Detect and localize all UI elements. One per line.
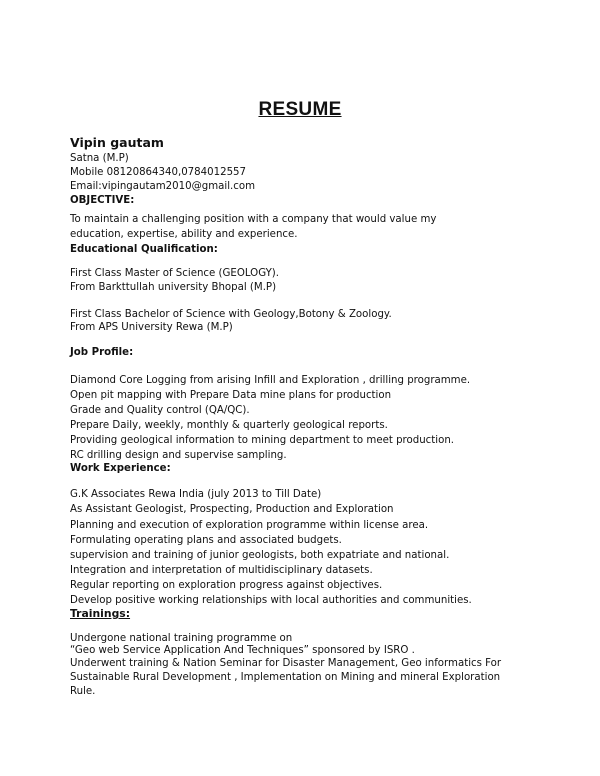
objective-heading: OBJECTIVE: [70,195,135,206]
job-profile-item: Prepare Daily, weekly, monthly & quarterly geological reports. [70,420,388,431]
job-profile-item: Open pit mapping with Prepare Data mine plans for production [70,390,392,401]
objective-line: education, expertise, ability and experience. [70,229,298,240]
work-experience-item: G.K Associates Rewa India (july 2013 to Till Date) [70,489,322,500]
work-experience-item: As Assistant Geologist, Prospecting, Production and Exploration [70,504,394,515]
education-degree: First Class Master of Science (GEOLOGY). [70,268,280,279]
job-profile-heading: Job Profile: [70,347,134,358]
education-university: From APS University Rewa (M.P) [70,322,233,333]
job-profile-item: Diamond Core Logging from arising Infill and Exploration , drilling programme. [70,375,471,386]
job-profile-item: RC drilling design and supervise sampling. [70,450,287,461]
resume-title: RESUME [258,99,342,120]
job-profile-item: Grade and Quality control (QA/QC). [70,405,250,416]
trainings-line: Rule. [70,686,96,697]
trainings-heading: Trainings: [70,607,131,620]
candidate-location: Satna (M.P) [70,153,129,164]
candidate-name: Vipin gautam [70,135,164,150]
candidate-mobile: Mobile 08120864340,0784012557 [70,167,247,178]
work-experience-item: Formulating operating plans and associated budgets. [70,535,342,546]
objective-line: To maintain a challenging position with a company that would value my [70,214,437,225]
education-heading: Educational Qualification: [70,244,218,255]
education-university: From Barkttullah university Bhopal (M.P) [70,282,277,293]
education-degree: First Class Bachelor of Science with Geology,Botony & Zoology. [70,309,392,320]
work-experience-item: Planning and execution of exploration programme within license area. [70,520,429,531]
trainings-line: Undergone national training programme on [70,633,293,644]
candidate-email: Email:vipingautam2010@gmail.com [70,181,256,192]
work-experience-item: Integration and interpretation of multidisciplinary datasets. [70,565,373,576]
work-experience-item: supervision and training of junior geologists, both expatriate and national. [70,550,450,561]
job-profile-item: Providing geological information to mining department to meet production. [70,435,455,446]
work-experience-heading: Work Experience: [70,463,171,474]
work-experience-item: Develop positive working relationships with local authorities and communities. [70,595,472,606]
trainings-line: “Geo web Service Application And Techniques” sponsored by ISRO . [70,645,415,656]
trainings-line: Sustainable Rural Development , Implementation on Mining and mineral Exploration [70,672,501,683]
trainings-line: Underwent training & Nation Seminar for Disaster Management, Geo informatics For [70,658,502,669]
work-experience-item: Regular reporting on exploration progress against objectives. [70,580,383,591]
